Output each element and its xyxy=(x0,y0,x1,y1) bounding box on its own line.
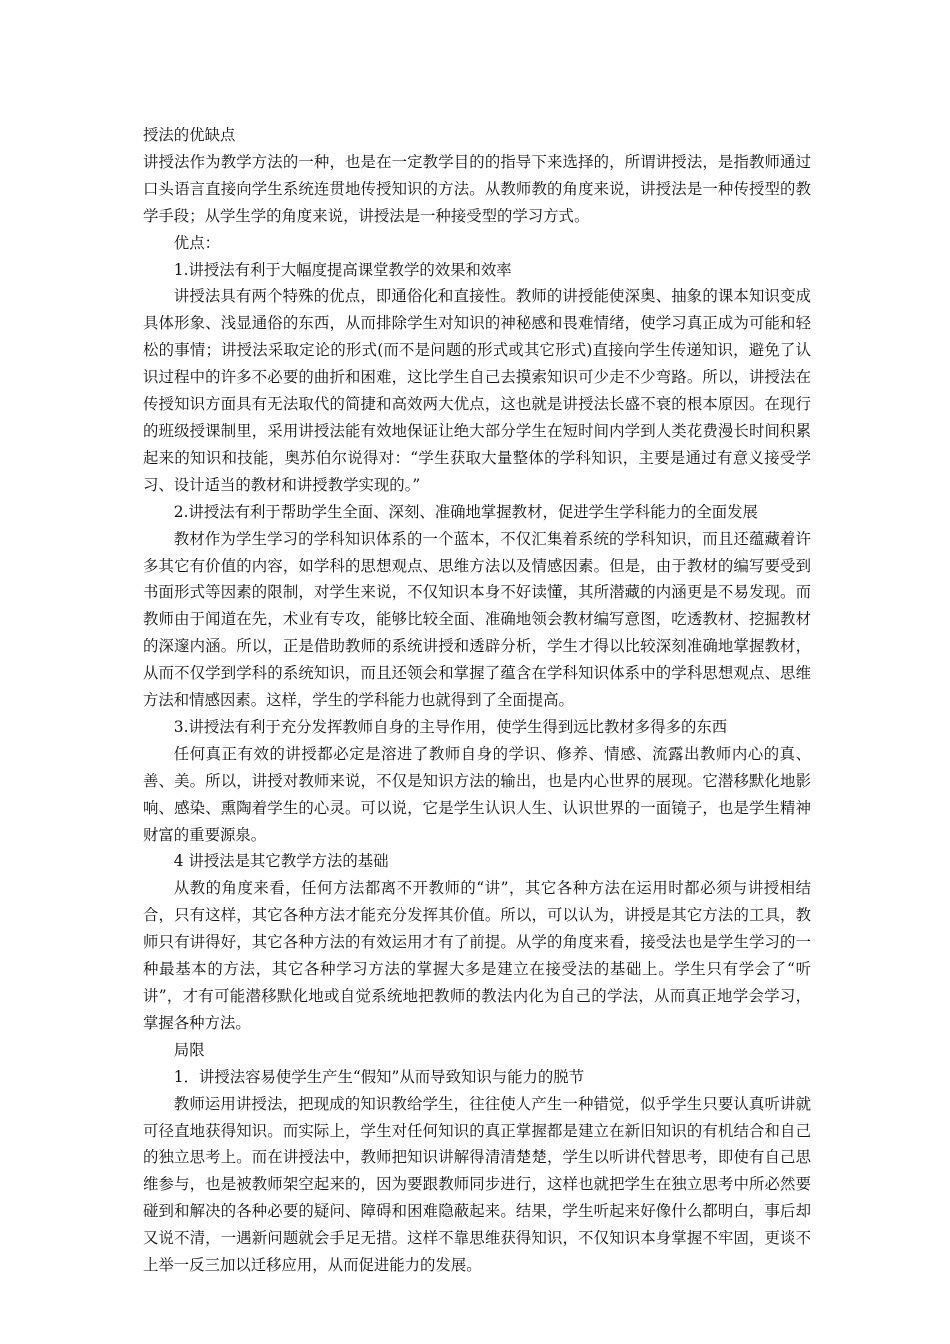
advantage-1-body: 讲授法具有两个特殊的优点，即通俗化和直接性。教师的讲授能使深奥、抽象的课本知识变成具体形象、浅显通俗的东西，从而排除学生对知识的神秘感和畏难情绪，使学习真正成为可能和轻松的事情；讲授法采取定论的形式(而不是问题的形式或其它形式)直接向学生传递知识，避免了认识过程中的许多不必要的曲折和困难，这比学生自己去摸索知识可少走不少弯路。所以，讲授法在传授知识方面具有无法取代的简捷和高效两大优点，这也就是讲授法长盛不衰的根本原因。在现行的班级授课制里，采用讲授法能有效地保证让绝大部分学生在短时间内学到人类花费漫长时间积累起来的知识和技能，奥苏伯尔说得对：“学生获取大量整体的学科知识，主要是通过有意义接受学习、设计适当的教材和讲授教学实现的。” xyxy=(143,287,811,494)
document-title: 授法的优缺点 xyxy=(143,126,236,144)
document-page xyxy=(143,122,811,1279)
intro-paragraph: 讲授法作为教学方法的一种，也是在一定教学目的的指导下来选择的，所谓讲授法，是指教师通过口头语言直接向学生系统连贯地传授知识的方法。从教师教的角度来说，讲授法是一种传授型的教学手段；从学生学的角度来说，讲授法是一种接受型的学习方式。 xyxy=(143,152,811,225)
advantages-heading: 优点： xyxy=(173,233,220,252)
advantage-4-body: 从教的角度来看，任何方法都离不开教师的“讲”，其它各种方法在运用时都必须与讲授相结合，只有这样，其它各种方法才能充分发挥其价值。所以，可以认为，讲授是其它方法的工具，教师只有讲得好，其它各种方法的有效运用才有了前提。从学的角度来看，接受法也是学生学习的一种最基本的方法，其它各种学习方法的掌握大多是建立在接受法的基础上。学生只有学会了“听讲”，才有可能潜移默化地或自觉系统地把教师的教法内化为自己的学法，从而真正地学会学习，掌握各种方法。 xyxy=(143,879,811,1032)
advantage-4-heading: 4 讲授法是其它教学方法的基础 xyxy=(173,852,389,871)
advantage-1-heading: 1.讲授法有利于大幅度提高课堂教学的效果和效率 xyxy=(173,260,512,279)
advantage-3-heading: 3.讲授法有利于充分发挥教师自身的主导作用，使学生得到远比教材多得多的东西 xyxy=(173,717,728,736)
advantage-3-body: 任何真正有效的讲授都必定是溶进了教师自身的学识、修养、情感、流露出教师内心的真、善、美。所以，讲授对教师来说，不仅是知识方法的输出，也是内心世界的展现。它潜移默化地影响、感染、熏陶着学生的心灵。可以说，它是学生认识人生、认识世界的一面镜子，也是学生精神财富的重要源泉。 xyxy=(143,744,811,844)
limitations-heading: 局限 xyxy=(173,1040,205,1059)
advantage-2-body: 教材作为学生学习的学科知识体系的一个蓝本，不仅汇集着系统的学科知识，而且还蕴藏着许多其它有价值的内容，如学科的思想观点、思维方法以及情感因素。但是，由于教材的编写要受到书面形式等因素的限制，对学生来说，不仅知识本身不好读懂，其所潜藏的内涵更是不易发现。而教师由于闻道在先，术业有专攻，能够比较全面、准确地领会教材编写意图，吃透教材、挖掘教材的深邃内涵。所以，正是借助教师的系统讲授和透辟分析，学生才得以比较深刻准确地掌握教材，从而不仅学到学科的系统知识，而且还领会和掌握了蕴含在学科知识体系中的学科思想观点、思维方法和情感因素。这样，学生的学科能力也就得到了全面提高。 xyxy=(143,529,811,710)
limitation-1-body: 教师运用讲授法，把现成的知识教给学生，往往使人产生一种错觉，似乎学生只要认真听讲就可径直地获得知识。而实际上，学生对任何知识的真正掌握都是建立在新旧知识的有机结合和自己的独立思考上。而在讲授法中，教师把知识讲解得清清楚楚，学生以听讲代替思考，即使有自己思维参与，也是被教师架空起来的，因为要跟教师同步进行，这样也就把学生在独立思考中所必然要碰到和解决的各种必要的疑问、障碍和困难隐蔽起来。结果，学生听起来好像什么都明白，事后却又说不清，一遇新问题就会手足无措。这样不靠思维获得知识，不仅知识本身掌握不牢固，更谈不上举一反三加以迁移应用，从而促进能力的发展。 xyxy=(143,1094,811,1275)
advantage-2-heading: 2.讲授法有利于帮助学生全面、深刻、准确地掌握教材，促进学生学科能力的全面发展 xyxy=(173,502,758,521)
limitation-1-heading: 1．讲授法容易使学生产生“假知”从而导致知识与能力的脱节 xyxy=(173,1067,585,1086)
